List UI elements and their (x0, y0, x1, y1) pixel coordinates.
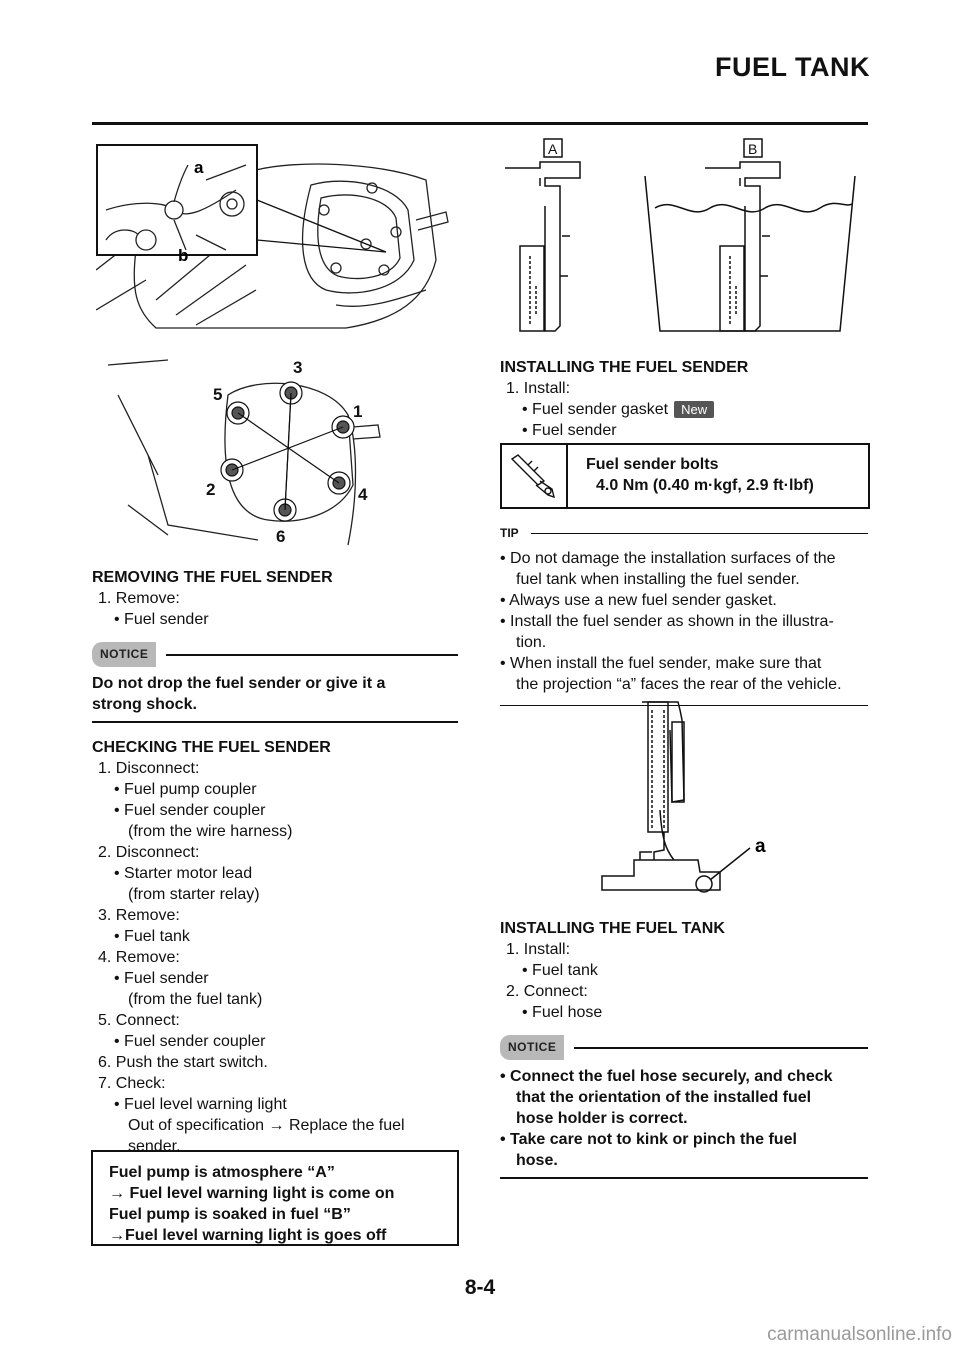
installing-tank-line: 2. Connect: (506, 983, 588, 1000)
notice-1-text-line1: Do not drop the fuel sender or give it a (92, 675, 386, 692)
notice-2-badge: NOTICE (500, 1035, 564, 1060)
notice-1-header (92, 642, 458, 667)
fig4-label-a: a (755, 836, 766, 857)
spec-line: Fuel pump is soaked in fuel “B” (109, 1206, 351, 1223)
new-badge: New (674, 401, 714, 418)
installing-sender-step: 1. Install: (506, 380, 571, 397)
removing-step: 1. Remove: (98, 590, 180, 607)
torque-value: 4.0 Nm (0.40 m·kgf, 2.9 ft·lbf) (596, 477, 814, 494)
spec-line: →Fuel level warning light is goes off (109, 1227, 387, 1244)
fig2-label-4: 4 (358, 485, 368, 504)
tip-line: tion. (516, 634, 547, 651)
page-title: FUEL TANK (715, 52, 870, 82)
tip-line: • When install the fuel sender, make sure that (500, 655, 822, 672)
tip-line: • Do not damage the installation surfaces of the (500, 550, 836, 567)
installing-tank-line: 1. Install: (506, 941, 571, 958)
notice-2-end-rule (500, 1177, 868, 1179)
page-number: 8-4 (464, 1276, 496, 1299)
notice-2-line: • Take care not to kink or pinch the fuel (500, 1131, 797, 1148)
checking-line: 4. Remove: (98, 949, 180, 966)
torque-label: Fuel sender bolts (586, 456, 719, 473)
torque-spec-box (500, 443, 870, 509)
checking-line: • Fuel level warning light (114, 1096, 287, 1113)
fig2-label-5: 5 (213, 385, 223, 404)
sender-projection-illustration (600, 700, 800, 895)
checking-line: 7. Check: (98, 1075, 166, 1092)
notice-2-line: hose. (516, 1152, 558, 1169)
notice-2-rule (574, 1047, 868, 1049)
torque-wrench-icon (508, 451, 560, 501)
checking-line: (from starter relay) (128, 886, 260, 903)
notice-2-line: that the orientation of the installed fuel (516, 1089, 812, 1106)
removing-item: • Fuel sender (114, 611, 209, 628)
checking-line: 6. Push the start switch. (98, 1054, 268, 1071)
installing-tank-heading: INSTALLING THE FUEL TANK (500, 920, 725, 937)
fig3-label-b: B (748, 141, 758, 157)
spec-line: → Fuel level warning light is come on (109, 1185, 395, 1202)
fig2-label-6: 6 (276, 527, 286, 546)
tip-rule (531, 533, 868, 534)
notice-2-line: • Connect the fuel hose securely, and check (500, 1068, 833, 1085)
checking-line: • Fuel pump coupler (114, 781, 257, 798)
fig2-label-1: 1 (353, 402, 363, 421)
right-column-bottom (500, 918, 868, 1179)
gasket-item: • Fuel sender gasket (522, 401, 669, 418)
fig3-label-a: A (548, 141, 558, 157)
fig2-label-3: 3 (293, 358, 303, 377)
checking-line: 1. Disconnect: (98, 760, 200, 777)
tip-line: the projection “a” faces the rear of the vehicle. (516, 676, 842, 693)
checking-line: 2. Disconnect: (98, 844, 200, 861)
tip-header (500, 523, 868, 544)
notice-2-line: hose holder is correct. (516, 1110, 688, 1127)
checking-line: • Fuel sender (114, 970, 209, 987)
fuel-sender-test-illustration (500, 136, 860, 346)
checking-line: • Fuel tank (114, 928, 190, 945)
removing-heading: REMOVING THE FUEL SENDER (92, 569, 333, 586)
fig1-label-b: b (178, 246, 189, 265)
gasket-item-row (500, 399, 870, 420)
header-rule (92, 122, 868, 125)
tip-line: • Always use a new fuel sender gasket. (500, 592, 777, 609)
notice-1-end-rule (92, 721, 458, 723)
fuel-sender-top-illustration (96, 140, 456, 340)
notice-1-badge: NOTICE (92, 642, 156, 667)
left-column (92, 567, 458, 1157)
installing-tank-line: • Fuel tank (522, 962, 598, 979)
right-column-top (500, 357, 870, 441)
checking-line: • Starter motor lead (114, 865, 253, 882)
fig1-label-a: a (194, 158, 204, 177)
installing-sender-heading: INSTALLING THE FUEL SENDER (500, 359, 749, 376)
spec-line: Fuel pump is atmosphere “A” (109, 1164, 335, 1181)
checking-line: (from the wire harness) (128, 823, 293, 840)
checking-line: 3. Remove: (98, 907, 180, 924)
checking-line: Out of specification → Replace the fuel (128, 1117, 405, 1134)
notice-2-header (500, 1035, 868, 1060)
fig2-label-2: 2 (206, 480, 216, 499)
checking-line: (from the fuel tank) (128, 991, 263, 1008)
fuel-pump-spec-box (91, 1150, 459, 1246)
checking-line: 5. Connect: (98, 1012, 180, 1029)
sender-item: • Fuel sender (522, 422, 617, 439)
checking-line: • Fuel sender coupler (114, 802, 266, 819)
tip-line: • Install the fuel sender as shown in the illustra- (500, 613, 834, 630)
tip-section (500, 515, 868, 706)
tip-label: TIP (500, 526, 519, 540)
installing-tank-line: • Fuel hose (522, 1004, 603, 1021)
watermark: carmanualsonline.info (767, 1324, 952, 1345)
checking-line: sender. (128, 1138, 181, 1155)
checking-line: • Fuel sender coupler (114, 1033, 266, 1050)
bolt-sequence-illustration (108, 355, 388, 555)
torque-icon-cell (502, 445, 568, 507)
notice-1-rule (166, 654, 458, 656)
checking-heading: CHECKING THE FUEL SENDER (92, 739, 331, 756)
tip-line: fuel tank when installing the fuel sender. (516, 571, 800, 588)
notice-1-text-line2: strong shock. (92, 696, 197, 713)
